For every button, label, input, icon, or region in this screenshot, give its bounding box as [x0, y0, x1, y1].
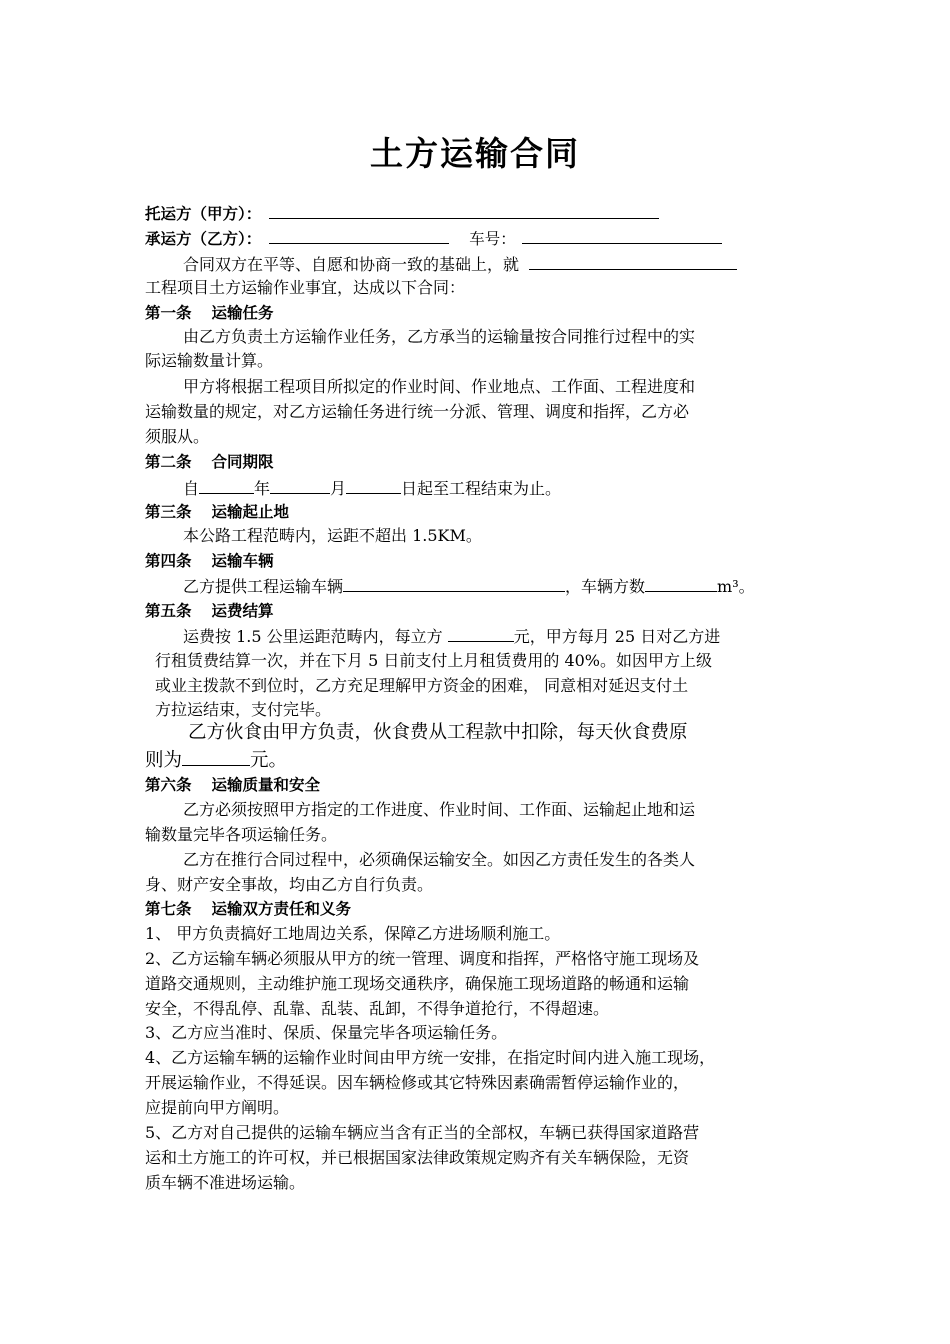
year-blank[interactable]	[199, 477, 254, 494]
section-3-line-1: 本公路工程范畴内，运距不超出 1.5KM。	[183, 526, 482, 545]
day-blank[interactable]	[346, 477, 401, 494]
section-7-heading	[145, 898, 351, 920]
section-1-line-2: 际运输数量计算。	[145, 351, 274, 370]
section-3-title: 运输起止地	[211, 503, 290, 521]
section-7-number: 第七条	[145, 900, 192, 918]
section-5-line-1	[183, 625, 720, 648]
section-5-line-3: 或业主拨款不到位时，乙方充足理解甲方资金的困难， 同意相对延迟支付土	[155, 676, 689, 695]
date-suffix: 日起至工程结束为止。	[401, 479, 562, 498]
section-1-line-4: 运输数量的规定，对乙方运输任务进行统一分派、管理、调度和指挥，乙方必	[145, 402, 690, 421]
document-title: 土方运输合同	[370, 134, 580, 173]
meal-suffix: 元。	[250, 750, 288, 771]
section-4-title: 运输车辆	[211, 552, 274, 570]
section-7-line-8: 应提前向甲方阐明。	[145, 1098, 290, 1117]
section-1-title: 运输任务	[211, 304, 274, 322]
year-label: 年	[254, 479, 271, 498]
section-2-heading	[145, 451, 274, 473]
party-b-blank[interactable]	[269, 227, 449, 244]
meal-blank[interactable]	[182, 747, 250, 766]
intro-text-1: 合同双方在平等、自愿和协商一致的基础上，就	[183, 255, 520, 274]
party-b-label: 承运方（乙方）：	[145, 230, 262, 248]
party-b-line	[145, 227, 722, 250]
section-5-number: 第五条	[145, 602, 192, 620]
section-5-title: 运费结算	[211, 602, 274, 620]
capacity-unit: m³。	[717, 577, 755, 596]
section-7-line-6: 4、乙方运输车辆的运输作业时间由甲方统一安排，在指定时间内进入施工现场，	[145, 1048, 716, 1067]
plate-label: 车号：	[469, 230, 516, 248]
fee-suffix: 元，甲方每月 25 日对乙方进	[513, 627, 721, 646]
meal-line-1: 乙方伙食由甲方负责，伙食费从工程款中扣除，每天伙食费原	[188, 722, 688, 743]
section-7-line-3: 道路交通规则，主动维护施工现场交通秩序，确保施工现场道路的畅通和运输	[145, 974, 690, 993]
date-prefix: 自	[183, 479, 200, 498]
party-a-label: 托运方（甲方）：	[145, 205, 262, 223]
section-4-line-1	[183, 575, 755, 598]
party-a-line	[145, 202, 659, 225]
section-2-title: 合同期限	[211, 453, 274, 471]
meal-prefix: 则为	[145, 750, 183, 771]
section-7-line-4: 安全，不得乱停、乱靠、乱装、乱卸，不得争道抢行，不得超速。	[145, 999, 610, 1018]
intro-line-1	[183, 253, 737, 276]
vehicle-text: 乙方提供工程运输车辆	[183, 577, 344, 596]
section-7-title: 运输双方责任和义务	[211, 900, 352, 918]
section-7-line-5: 3、乙方应当准时、保质、保量完毕各项运输任务。	[145, 1023, 508, 1042]
section-7-line-11: 质车辆不准进场运输。	[145, 1173, 306, 1192]
section-1-line-5: 须服从。	[145, 427, 210, 446]
section-6-title: 运输质量和安全	[211, 776, 321, 794]
fee-blank[interactable]	[448, 625, 514, 642]
section-3-number: 第三条	[145, 503, 192, 521]
section-5-line-2: 行租赁费结算一次，并在下月 5 日前支付上月租赁费用的 40%。如因甲方上级	[155, 651, 713, 670]
section-1-heading	[145, 302, 274, 324]
section-6-line-2: 输数量完毕各项运输任务。	[145, 825, 338, 844]
section-7-line-2: 2、乙方运输车辆必须服从甲方的统一管理、调度和指挥，严格恪守施工现场及	[145, 949, 700, 968]
section-6-line-4: 身、财产安全事故，均由乙方自行负责。	[145, 875, 434, 894]
section-7-line-1: 1、 甲方负责搞好工地周边关系，保障乙方进场顺利施工。	[145, 924, 561, 943]
month-label: 月	[330, 479, 347, 498]
vehicle-blank[interactable]	[343, 575, 565, 592]
section-7-line-7: 开展运输作业，不得延误。因车辆检修或其它特殊因素确需暂停运输作业的，	[145, 1073, 690, 1092]
section-1-number: 第一条	[145, 304, 192, 322]
month-blank[interactable]	[270, 477, 330, 494]
section-2-number: 第二条	[145, 453, 192, 471]
section-5-heading	[145, 600, 274, 622]
section-6-line-1: 乙方必须按照甲方指定的工作进度、作业时间、工作面、运输起止地和运	[183, 800, 696, 819]
section-7-line-10: 运和土方施工的许可权，并已根据国家法律政策规定购齐有关车辆保险，无资	[145, 1148, 690, 1167]
plate-blank[interactable]	[522, 227, 722, 244]
section-7-line-9: 5、乙方对自己提供的运输车辆应当含有正当的全部权，车辆已获得国家道路营	[145, 1123, 700, 1142]
meal-line-2	[145, 747, 287, 772]
section-4-heading	[145, 550, 274, 572]
section-2-line-1	[183, 477, 561, 500]
section-6-line-3: 乙方在推行合同过程中，必须确保运输安全。如因乙方责任发生的各类人	[183, 850, 696, 869]
project-blank[interactable]	[529, 253, 737, 270]
section-6-number: 第六条	[145, 776, 192, 794]
fee-prefix: 运费按 1.5 公里运距范畴内，每立方	[183, 627, 448, 646]
capacity-text: ，车辆方数	[565, 577, 646, 596]
section-1-line-1: 由乙方负责土方运输作业任务，乙方承当的运输量按合同推行过程中的实	[183, 327, 696, 346]
section-3-heading	[145, 501, 289, 523]
intro-line-2: 工程项目土方运输作业事宜，达成以下合同：	[145, 278, 466, 297]
section-6-heading	[145, 774, 320, 796]
section-1-line-3: 甲方将根据工程项目所拟定的作业时间、作业地点、工作面、工程进度和	[183, 377, 696, 396]
section-5-line-4: 方拉运结束，支付完毕。	[155, 700, 332, 719]
section-4-number: 第四条	[145, 552, 192, 570]
party-a-blank[interactable]	[269, 202, 659, 219]
capacity-blank[interactable]	[645, 575, 717, 592]
